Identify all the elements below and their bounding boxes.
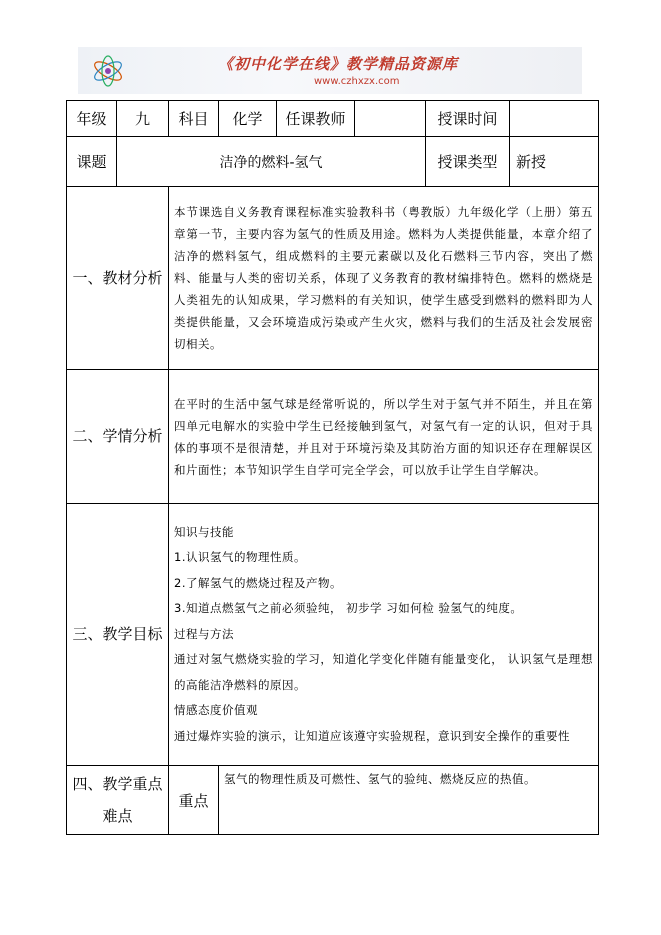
- lesson-type-label: 授课类型: [426, 137, 510, 187]
- banner-title: 《初中化学在线》教学精品资源库: [218, 55, 459, 73]
- topic-label: 课题: [67, 137, 117, 187]
- lesson-type-value: 新授: [510, 137, 599, 187]
- goals-row: [67, 504, 599, 766]
- goals-line: 3.知道点燃氢气之前必须验纯， 初步学 习如何检 验氢气的纯度。: [174, 601, 523, 616]
- goals-line: 情感态度价值观: [174, 703, 258, 718]
- goals-line: 通过爆炸实验的演示，让知道应该遵守实验规程，意识到安全操作的重要性: [174, 728, 570, 743]
- goals-line: 2.了解氢气的燃烧过程及产物。: [174, 575, 342, 590]
- goals-line: 过程与方法: [174, 626, 234, 641]
- focus-label: [67, 766, 169, 835]
- time-value: [510, 101, 599, 137]
- banner-url: www.czhxzx.com: [314, 76, 400, 87]
- learners-row: [67, 370, 599, 504]
- focus-label-line1: 四、教学重点: [72, 775, 163, 793]
- teacher-value: [355, 101, 426, 137]
- atom-logo-icon: [90, 55, 126, 87]
- material-label: 一、教材分析: [67, 187, 169, 370]
- goals-line: 1.认识氢气的物理性质。: [174, 550, 306, 565]
- focus-sub-label: 重点: [169, 766, 219, 835]
- material-row: [67, 187, 599, 370]
- goals-content: [169, 504, 599, 766]
- lesson-plan-table: [66, 100, 599, 835]
- topic-row: [67, 137, 599, 187]
- header-row: [67, 101, 599, 137]
- material-text: 本节课选自义务教育课程标准实验教科书（粤教版）九年级化学（上册）第五章第一节，主要内容为氢气的性质及用途。燃料为人类提供能量，本章介绍了洁净的燃料氢气，组成燃料的主要元素碳以及化石燃料三节内容，突出了燃料、能量与人类的密切关系，体现了义务教育的教材编排特色。燃料的燃烧是人类祖先的认知成果，学习燃料的有关知识，使学生感受到燃料的燃料即为人类提供能量，又会环境造成污染或产生火灾，燃料与我们的生活及社会发展密切相关。: [169, 187, 599, 370]
- focus-row: [67, 766, 599, 835]
- goals-line: 通过对氢气燃烧实验的学习，知道化学变化伴随有能量变化， 认识氢气是理想的高能洁净燃料的原因。: [174, 652, 593, 692]
- learners-text: 在平时的生活中氢气球是经常听说的，所以学生对于氢气并不陌生，并且在第四单元电解水的实验中学生已经接触到氢气，对氢气有一定的认识，但对于具体的事项不是很清楚，并且对于环境污染及其防治方面的知识还存在理解误区和片面性；本节知识学生自学可完全学会，可以放手让学生自学解决。: [169, 370, 599, 504]
- goals-line: 知识与技能: [174, 524, 234, 539]
- teacher-label: 任课教师: [277, 101, 355, 137]
- header-banner: [78, 47, 582, 94]
- focus-label-line2: 难点: [102, 807, 133, 825]
- grade-label: 年级: [67, 101, 117, 137]
- topic-value: 洁净的燃料-氢气: [117, 137, 426, 187]
- subject-value: 化学: [219, 101, 277, 137]
- subject-label: 科目: [169, 101, 219, 137]
- time-label: 授课时间: [426, 101, 510, 137]
- learners-label: 二、学情分析: [67, 370, 169, 504]
- goals-label: 三、教学目标: [67, 504, 169, 766]
- grade-value: 九: [117, 101, 169, 137]
- focus-text: 氢气的物理性质及可燃性、氢气的验纯、燃烧反应的热值。: [219, 766, 599, 835]
